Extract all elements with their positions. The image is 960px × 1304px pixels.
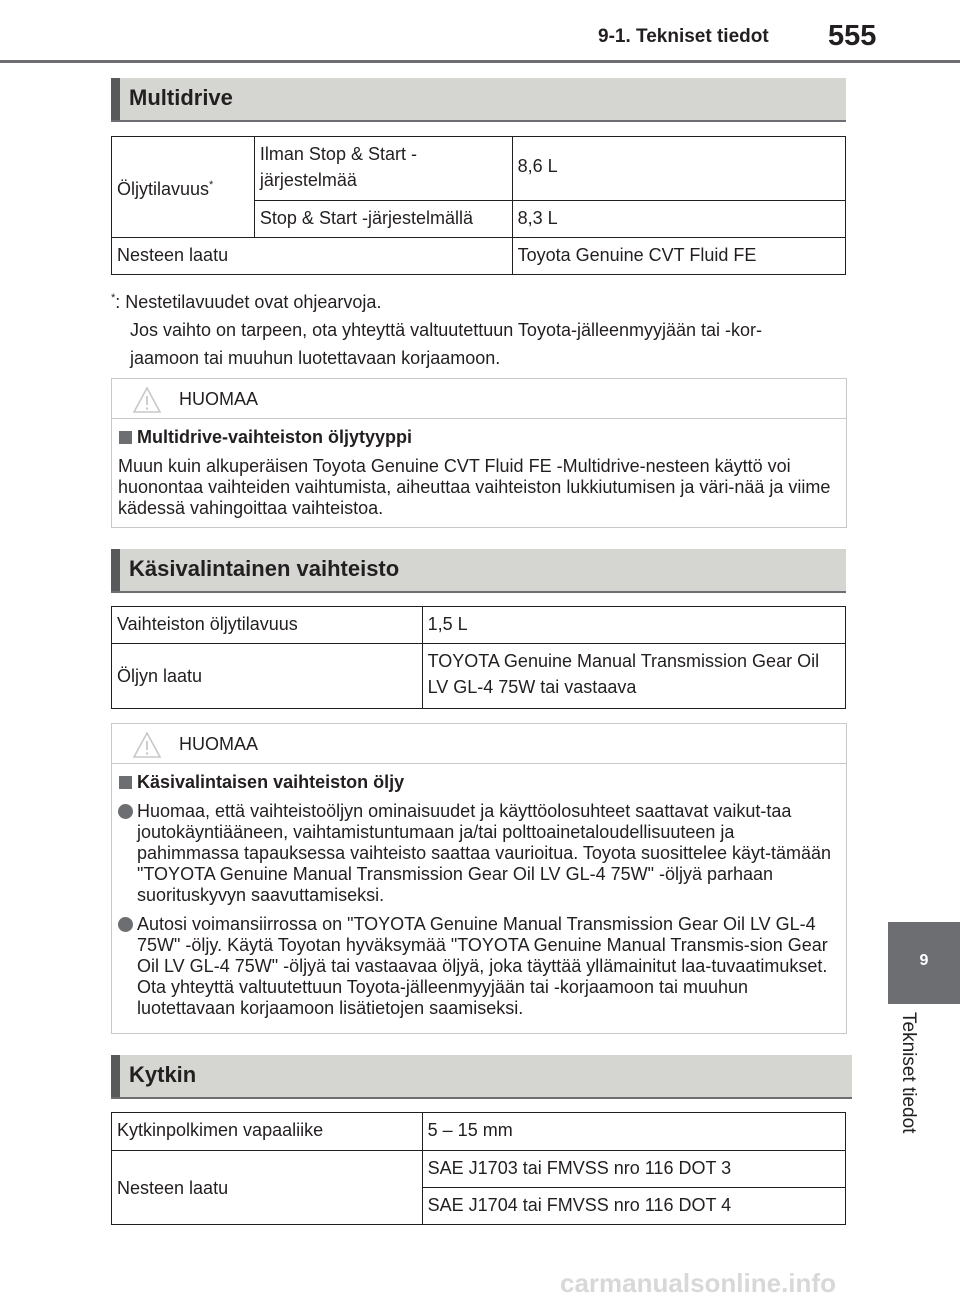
table-cell	[422, 644, 845, 709]
footnote-line	[111, 284, 851, 316]
notice-box-multidrive-oil	[111, 378, 847, 528]
section-header-multidrive	[111, 78, 846, 122]
notice-heading-text: Multidrive-vaihteiston öljytyyppi	[137, 427, 413, 447]
table-row	[112, 607, 846, 644]
footnote-text: : Nestetilavuudet ovat ohjearvoja.	[115, 292, 382, 312]
notice-title: HUOMAA	[179, 734, 259, 754]
table-cell	[112, 1151, 423, 1225]
table-cell	[422, 1113, 845, 1151]
oil-type-value: TOYOTA Genuine Manual Transmission Gear Oil LV GL-4 75W tai vastaava	[427, 651, 820, 697]
table-row	[112, 1151, 846, 1188]
table-cell	[512, 137, 845, 201]
table-cell	[422, 1188, 845, 1225]
without-stop-start-label: Ilman Stop & Start - järjestelmää	[259, 144, 417, 190]
transmission-oil-capacity-label: Vaihteiston öljytilavuus	[117, 614, 298, 634]
notice-bullet-text: Autosi voimansiirrossa on "TOYOTA Genuine Manual Transmission Gear Oil LV GL-4 75W" -öljy. Käytä Toyotan hyväksymää "TOYOTA Genuine Manual Transmis-sion Gear Oil LV GL-4 75W" -öljyä tai vastaavaa öljyä, joka täyttää yllämainitut laa-tuvaatimukset. Ota yhteyttä valtuutettuun Toyota-jälleenmyyjään tai -korjaamoon tai muuhun luotettavaan korjaamoon lisätietojen saamiseksi.	[137, 914, 828, 1018]
notice-title: HUOMAA	[179, 389, 259, 409]
table-cell	[512, 238, 845, 275]
square-bullet-icon	[119, 776, 132, 789]
section-header-bar	[111, 78, 120, 120]
transmission-oil-capacity-value: 1,5 L	[427, 614, 468, 634]
footnote	[111, 284, 851, 372]
oil-type-label: Öljyn laatu	[117, 666, 203, 686]
notice-heading-text: Käsivalintaisen vaihteiston öljy	[137, 772, 405, 792]
section-header-manual-transmission	[111, 549, 846, 593]
notice-header	[112, 379, 846, 419]
with-stop-start-value: 8,3 L	[517, 208, 558, 228]
section-title: Kytkin	[129, 1062, 197, 1087]
page-number: 555	[828, 20, 877, 52]
table-cell	[512, 201, 845, 238]
header-divider	[0, 60, 960, 63]
pedal-free-play-value: 5 – 15 mm	[427, 1120, 513, 1140]
table-row	[112, 644, 846, 709]
footnote-marker: *	[111, 292, 116, 304]
chapter-tab[interactable]	[888, 922, 960, 1004]
pedal-free-play-label: Kytkinpolkimen vapaaliike	[117, 1120, 324, 1140]
chapter-label-text: Tekniset tiedot	[898, 1012, 919, 1134]
warning-triangle-icon	[132, 731, 162, 759]
notice-bullet-text: Huomaa, että vaihteistoöljyn ominaisuudet ja käyttöolosuhteet saattavat vaikut-taa joutokäyntiääneen, vaihtamistuntumaan ja/tai polttoainetaloudellisuuteen ja pahimmassa tapauksessa vaihteisto saattaa vaurioitua. Toyota suosittelee käyt-tämään "TOYOTA Genuine Manual Transmission Gear Oil LV GL-4 75W" -öljyä parhaan suorituskyvyn saavuttamiseksi.	[137, 801, 832, 905]
notice-paragraph: Muun kuin alkuperäisen Toyota Genuine CVT Fluid FE -Multidrive-nesteen käyttö voi huonontaa vaihteiden vaihtumista, aiheuttaa vaihteiston lukkiutumisen ja väri-nää ja viime kädessä vahingoittaa vaihteistoa.	[118, 456, 831, 518]
clutch-fluid-value-1: SAE J1703 tai FMVSS nro 116 DOT 3	[427, 1158, 732, 1178]
round-bullet-icon	[118, 804, 133, 819]
table-cell	[422, 607, 845, 644]
notice-heading	[118, 772, 840, 793]
footnote-marker: *	[209, 179, 214, 191]
table-cell	[422, 1151, 845, 1188]
notice-heading	[118, 427, 840, 448]
with-stop-start-label: Stop & Start -järjestelmällä	[259, 208, 473, 228]
warning-triangle-icon	[132, 386, 162, 414]
manual-transmission-spec-table	[111, 606, 846, 709]
notice-bullet	[118, 914, 840, 1019]
notice-box-manual-oil	[111, 723, 847, 1034]
watermark: carmanualsonline.info	[560, 1268, 836, 1298]
section-header-bar	[111, 549, 120, 591]
table-cell	[254, 201, 512, 238]
section-title: Käsivalintainen vaihteisto	[129, 556, 400, 581]
square-bullet-icon	[119, 431, 132, 444]
notice-header	[112, 724, 846, 764]
oil-capacity-label: Öljytilavuus	[117, 179, 210, 199]
table-cell	[112, 1113, 423, 1151]
table-cell	[112, 644, 423, 709]
table-row	[112, 137, 846, 201]
table-cell	[112, 607, 423, 644]
multidrive-spec-table	[111, 136, 846, 275]
footnote-line: jaamoon tai muuhun luotettavaan korjaamoon.	[130, 348, 501, 368]
clutch-fluid-value-2: SAE J1704 tai FMVSS nro 116 DOT 4	[427, 1195, 732, 1215]
table-cell-label	[112, 137, 255, 238]
notice-body	[112, 419, 846, 535]
clutch-fluid-type-label: Nesteen laatu	[117, 1177, 229, 1198]
page-header	[0, 0, 960, 64]
chapter-number: 9	[919, 952, 929, 969]
fluid-type-label: Nesteen laatu	[117, 245, 229, 265]
round-bullet-icon	[118, 917, 133, 932]
table-row	[112, 238, 846, 275]
without-stop-start-value: 8,6 L	[517, 156, 558, 176]
footnote-line: Jos vaihto on tarpeen, ota yhteyttä valtuutettuun Toyota-jälleenmyyjään tai -kor-	[130, 320, 763, 340]
table-cell	[112, 238, 513, 275]
section-reference: 9-1. Tekniset tiedot	[598, 26, 769, 47]
section-header-clutch	[111, 1055, 852, 1099]
clutch-spec-table	[111, 1112, 846, 1225]
notice-bullet	[118, 801, 840, 906]
notice-body	[112, 764, 846, 1035]
table-cell	[254, 137, 512, 201]
section-title: Multidrive	[129, 85, 233, 110]
section-header-bar	[111, 1055, 120, 1097]
chapter-label	[895, 1012, 919, 1162]
table-row	[112, 1113, 846, 1151]
fluid-type-value: Toyota Genuine CVT Fluid FE	[517, 245, 757, 265]
